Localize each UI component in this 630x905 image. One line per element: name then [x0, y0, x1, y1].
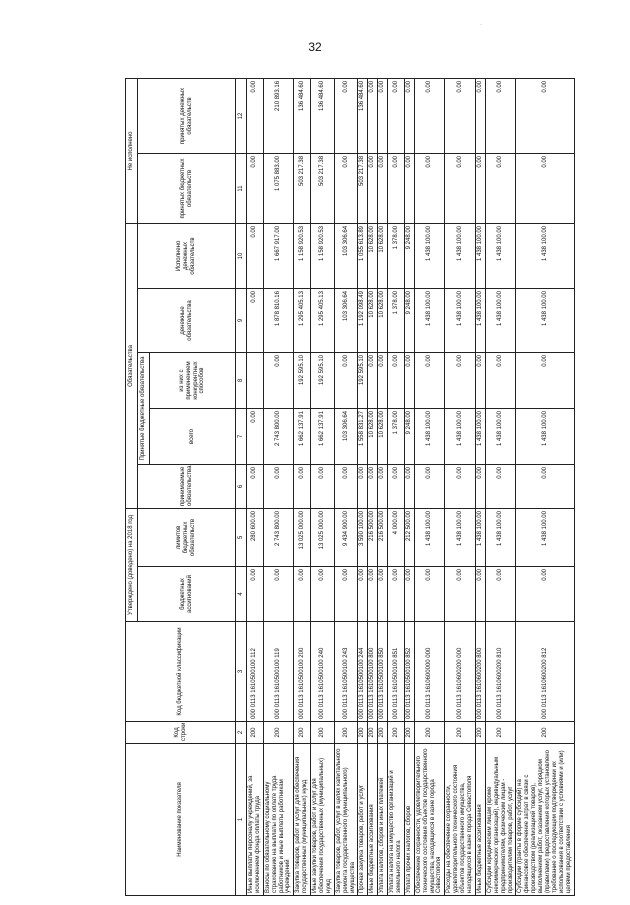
limits-value: 13 025 000.00 — [294, 509, 311, 567]
total-value: 1 662 137.91 — [294, 409, 311, 465]
monetary-value: 1 295 405.13 — [311, 289, 335, 353]
indicator-name: Иные бюджетные ассигнования — [475, 744, 485, 896]
budget-code: 000 0113 1610500100 244 — [358, 622, 368, 722]
total-value: 9 248.00 — [404, 409, 414, 465]
nf-monetary-value: 0.00 — [475, 78, 485, 153]
total-value: 1 662 137.91 — [311, 409, 335, 465]
column-number: 1 — [236, 744, 247, 896]
row-code: 200 — [294, 722, 311, 744]
header-row-code: Код строки — [126, 722, 236, 744]
header-name: Наименование показателя — [126, 744, 236, 896]
total-value: 1 438 100.00 — [475, 409, 485, 465]
monetary-value: 10 628.00 — [368, 289, 378, 353]
limits-value: 1 438 100.00 — [485, 509, 516, 567]
table-rotation-wrapper — [125, 79, 572, 896]
monetary-value: 1 438 100.00 — [516, 289, 574, 353]
accepted-value: 0.00 — [388, 465, 405, 509]
nf-monetary-value: 136 484.60 — [294, 78, 311, 153]
indicator-name: Иные закупки товаров, работ и услуг для обеспечения государственных (муниципальных) нужд — [311, 744, 335, 896]
row-code: 200 — [334, 722, 358, 744]
header-budget-code: Код бюджетной классификации — [126, 622, 236, 722]
nf-monetary-value: 136 484.60 — [358, 78, 368, 153]
total-value: 1 438 100.00 — [414, 409, 445, 465]
limits-value: 9 434 900.00 — [334, 509, 358, 567]
nf-monetary-value: 0.00 — [247, 78, 264, 153]
nf-monetary-value: 0.00 — [388, 78, 405, 153]
allocations-value: 0.00 — [516, 567, 574, 622]
competitive-value: 0.00 — [378, 353, 388, 409]
nf-budget-value: 503 217.38 — [294, 153, 311, 223]
competitive-value: 192 595.10 — [294, 353, 311, 409]
monetary-value: 0.00 — [247, 289, 264, 353]
nf-budget-value: 0.00 — [247, 153, 264, 223]
limits-value: 1 438 100.00 — [414, 509, 445, 567]
monetary-value: 103 306.64 — [334, 289, 358, 353]
column-number: 11 — [236, 153, 247, 223]
indicator-name: Уплата налогов, сборов и иных платежей — [378, 744, 388, 896]
header-row-1 — [126, 78, 138, 895]
monetary-value: 1 438 100.00 — [414, 289, 445, 353]
limits-value: 3 590 100.00 — [358, 509, 368, 567]
table-row — [294, 78, 311, 895]
total-value: 1 378.00 — [388, 409, 405, 465]
budget-code: 000 0113 1610500100 243 — [334, 622, 358, 722]
accepted-value: 0.00 — [311, 465, 335, 509]
accepted-value: 0.00 — [378, 465, 388, 509]
table-row — [388, 78, 405, 895]
budget-execution-table — [125, 78, 575, 896]
table-row — [516, 78, 574, 895]
competitive-value: 0.00 — [445, 353, 476, 409]
row-code: 200 — [414, 722, 445, 744]
table-row — [334, 78, 358, 895]
column-number: 3 — [236, 622, 247, 722]
budget-code: 000 0113 1610500100 852 — [404, 622, 414, 722]
fulfilled-value: 1 158 920.53 — [311, 223, 335, 288]
nf-budget-value: 0.00 — [368, 153, 378, 223]
accepted-value: 0.00 — [334, 465, 358, 509]
allocations-value: 0.00 — [445, 567, 476, 622]
fulfilled-value: 1 055 613.89 — [358, 223, 368, 288]
header-fulfilled: Исполнено денежных обязательств — [138, 223, 236, 288]
allocations-value: 0.00 — [358, 567, 368, 622]
limits-value: 1 438 100.00 — [445, 509, 476, 567]
total-value: 0.00 — [247, 409, 264, 465]
competitive-value: 0.00 — [404, 353, 414, 409]
column-number: 4 — [236, 567, 247, 622]
nf-monetary-value: 0.00 — [368, 78, 378, 153]
monetary-value: 10 628.00 — [378, 289, 388, 353]
limits-value: 1 438 100.00 — [516, 509, 574, 567]
allocations-value: 0.00 — [294, 567, 311, 622]
indicator-name: Закупка товаров, работ и услуг для обеспечения государственных (муниципальных) нужд — [294, 744, 311, 896]
accepted-value: 0.00 — [445, 465, 476, 509]
row-code: 200 — [247, 722, 264, 744]
indicator-name: Иные выплаты персоналу учреждений, за исключением фонда оплаты труда — [247, 744, 264, 896]
fulfilled-value: 1 438 100.00 — [485, 223, 516, 288]
accepted-value: 0.00 — [247, 465, 264, 509]
allocations-value: 0.00 — [404, 567, 414, 622]
column-number: 9 — [236, 289, 247, 353]
competitive-value: 0.00 — [388, 353, 405, 409]
nf-budget-value: 0.00 — [334, 153, 358, 223]
header-competitive: из них с применением конкурентных способов — [150, 353, 236, 409]
fulfilled-value: 1 378.00 — [388, 223, 405, 288]
nf-budget-value: 1 075 883.00 — [263, 153, 294, 223]
header-monetary: денежные обязательства — [138, 289, 236, 353]
header-accepted-budget: Принятые бюджетные обязательства — [138, 353, 150, 465]
budget-code: 000 0113 1610600200 000 — [445, 622, 476, 722]
competitive-value: 0.00 — [334, 353, 358, 409]
monetary-value: 1 878 810.16 — [263, 289, 294, 353]
table-row — [311, 78, 335, 895]
monetary-value: 1 438 100.00 — [475, 289, 485, 353]
limits-value: 1 438 100.00 — [475, 509, 485, 567]
nf-monetary-value: 0.00 — [378, 78, 388, 153]
limits-value: 216 500.00 — [368, 509, 378, 567]
nf-budget-value: 0.00 — [516, 153, 574, 223]
budget-code: 000 0113 1610600200 810 — [485, 622, 516, 722]
fulfilled-value: 1 438 100.00 — [475, 223, 485, 288]
column-number: 6 — [236, 465, 247, 509]
indicator-name: Взносы по обязательному социальному страхованию на выплаты по оплате труда работников и иные выплаты работникам учреждений — [263, 744, 294, 896]
row-code: 200 — [485, 722, 516, 744]
accepted-value: 0.00 — [485, 465, 516, 509]
allocations-value: 0.00 — [388, 567, 405, 622]
fulfilled-value: 0.00 — [247, 223, 264, 288]
monetary-value: 1 438 100.00 — [485, 289, 516, 353]
budget-code: 000 0113 1610500100 851 — [388, 622, 405, 722]
allocations-value: 0.00 — [485, 567, 516, 622]
limits-value: 2 743 800.00 — [263, 509, 294, 567]
total-value: 1 438 100.00 — [445, 409, 476, 465]
budget-code: 000 0113 1610500100 119 — [263, 622, 294, 722]
header-obligations: Обязательства — [126, 223, 138, 508]
column-number: 2 — [236, 722, 247, 744]
allocations-value: 0.00 — [311, 567, 335, 622]
row-code: 200 — [475, 722, 485, 744]
budget-code: 000 0113 1610600200 800 — [475, 622, 485, 722]
fulfilled-value: 1 158 920.53 — [294, 223, 311, 288]
indicator-name: Обеспечение сохранности, удовлетворительного технического состояния объектов государственного имущества, находящихся в казне города Севастополя — [414, 744, 445, 896]
accepted-value: 0.00 — [294, 465, 311, 509]
accepted-value: 0.00 — [414, 465, 445, 509]
accepted-value: 0.00 — [475, 465, 485, 509]
row-code: 200 — [311, 722, 335, 744]
header-budget-allocations: бюджетных ассигнований — [138, 567, 236, 622]
column-number: 12 — [236, 78, 247, 153]
fulfilled-value: 1 438 100.00 — [445, 223, 476, 288]
competitive-value: 0.00 — [368, 353, 378, 409]
header-approved: Утверждено (доведено) на 2018 год — [126, 509, 138, 622]
budget-code: 000 0113 1610500100 200 — [294, 622, 311, 722]
accepted-value: 0.00 — [358, 465, 368, 509]
competitive-value: 0.00 — [263, 353, 294, 409]
page-number: 32 — [308, 40, 322, 54]
fulfilled-value: 10 628.00 — [378, 223, 388, 288]
column-number: 5 — [236, 509, 247, 567]
nf-monetary-value: 210 893.16 — [263, 78, 294, 153]
total-value: 1 558 831.27 — [358, 409, 368, 465]
indicator-name: Субсидии юридическим лицам (кроме некоммерческих организаций), индивидуальным предпринимателям, физическим лицам - производителям товаров, работ, услуг — [485, 744, 516, 896]
row-code: 200 — [358, 722, 368, 744]
allocations-value: 0.00 — [368, 567, 378, 622]
accepted-value: 0.00 — [404, 465, 414, 509]
table-row — [404, 78, 414, 895]
total-value: 2 743 800.00 — [263, 409, 294, 465]
budget-code: 000 0113 1610500100 112 — [247, 622, 264, 722]
budget-code: 000 0113 1610500100 240 — [311, 622, 335, 722]
indicator-name: Прочая закупка товаров, работ и услуг — [358, 744, 368, 896]
nf-budget-value: 0.00 — [414, 153, 445, 223]
limits-value: 13 025 000.00 — [311, 509, 335, 567]
column-number-row — [236, 78, 247, 895]
monetary-value: 1 378.00 — [388, 289, 405, 353]
column-number: 10 — [236, 223, 247, 288]
table-row — [378, 78, 388, 895]
limits-value: 4 000.00 — [388, 509, 405, 567]
nf-monetary-value: 0.00 — [516, 78, 574, 153]
competitive-value: 0.00 — [485, 353, 516, 409]
fulfilled-value: 9 248.00 — [404, 223, 414, 288]
table-row — [368, 78, 378, 895]
indicator-name: Расходы на обеспечение сохранности, удовлетворительного технического состояния объектов государственного имущества, находящихся в казне города Севастополя — [445, 744, 476, 896]
fulfilled-value: 10 628.00 — [368, 223, 378, 288]
total-value: 1 438 100.00 — [516, 409, 574, 465]
table-body — [247, 78, 575, 895]
nf-budget-value: 503 217.38 — [311, 153, 335, 223]
column-number: 8 — [236, 353, 247, 409]
nf-budget-value: 0.00 — [388, 153, 405, 223]
competitive-value: 192 595.10 — [358, 353, 368, 409]
monetary-value: 1 295 405.13 — [294, 289, 311, 353]
total-value: 103 306.64 — [334, 409, 358, 465]
nf-budget-value: 0.00 — [475, 153, 485, 223]
monetary-value: 9 248.00 — [404, 289, 414, 353]
fulfilled-value: 1 438 100.00 — [516, 223, 574, 288]
total-value: 10 628.00 — [378, 409, 388, 465]
row-code: 200 — [388, 722, 405, 744]
indicator-name: Закупка товаров, работ, услуг в целях капитального ремонта государственного (муниципального) имущества — [334, 744, 358, 896]
row-code: 200 — [368, 722, 378, 744]
nf-budget-value: 0.00 — [445, 153, 476, 223]
nf-budget-value: 503 217.38 — [358, 153, 368, 223]
accepted-value: 0.00 — [516, 465, 574, 509]
indicator-name: Иные бюджетные ассигнования — [368, 744, 378, 896]
column-number: 7 — [236, 409, 247, 465]
nf-monetary-value: 136 484.60 — [311, 78, 335, 153]
nf-monetary-value: 0.00 — [334, 78, 358, 153]
allocations-value: 0.00 — [263, 567, 294, 622]
table-row — [475, 78, 485, 895]
nf-budget-value: 0.00 — [378, 153, 388, 223]
competitive-value — [247, 353, 264, 409]
nf-monetary-value: 0.00 — [414, 78, 445, 153]
limits-value: 216 500.00 — [378, 509, 388, 567]
monetary-value: 1 192 098.49 — [358, 289, 368, 353]
header-limits: лимитов бюджетных обязательств — [138, 509, 236, 567]
row-code: 200 — [404, 722, 414, 744]
indicator-name: Уплата налога на имущество организаций и земельного налога — [388, 744, 405, 896]
total-value: 1 438 100.00 — [485, 409, 516, 465]
allocations-value: 0.00 — [247, 567, 264, 622]
table-row — [358, 78, 368, 895]
table-row — [414, 78, 445, 895]
table-row — [263, 78, 294, 895]
budget-code: 000 0113 1610600200 812 — [516, 622, 574, 722]
nf-budget-value: 0.00 — [404, 153, 414, 223]
allocations-value: 0.00 — [475, 567, 485, 622]
header-nf-budget: принятых бюджетных обязательств — [138, 153, 236, 223]
row-code: 200 — [445, 722, 476, 744]
row-code: 200 — [378, 722, 388, 744]
fulfilled-value: 103 306.64 — [334, 223, 358, 288]
row-code: 200 — [263, 722, 294, 744]
budget-code: 000 0113 1610500100 800 — [368, 622, 378, 722]
competitive-value: 192 595.10 — [311, 353, 335, 409]
accepted-value: 0.00 — [368, 465, 378, 509]
allocations-value: 0.00 — [334, 567, 358, 622]
fulfilled-value: 1 438 100.00 — [414, 223, 445, 288]
allocations-value: 0.00 — [378, 567, 388, 622]
nf-monetary-value: 0.00 — [445, 78, 476, 153]
scan-speck: · — [480, 22, 482, 28]
limits-value: 212 500.00 — [404, 509, 414, 567]
competitive-value: 0.00 — [516, 353, 574, 409]
limits-value: 280 600.00 — [247, 509, 264, 567]
indicator-name: Уплата прочих налогов, сборов — [404, 744, 414, 896]
budget-code: 000 0113 1610600000 000 — [414, 622, 445, 722]
rotated-table-sheet — [125, 79, 572, 896]
nf-budget-value: 0.00 — [485, 153, 516, 223]
fulfilled-value: 1 667 917.00 — [263, 223, 294, 288]
header-nf-monetary: принятых денежных обязательств — [138, 78, 236, 153]
table-row — [247, 78, 264, 895]
budget-code: 000 0113 1610500100 850 — [378, 622, 388, 722]
accepted-value: 0.00 — [263, 465, 294, 509]
nf-monetary-value: 0.00 — [485, 78, 516, 153]
allocations-value: 0.00 — [414, 567, 445, 622]
row-code: 200 — [516, 722, 574, 744]
monetary-value: 1 438 100.00 — [445, 289, 476, 353]
nf-monetary-value: 0.00 — [404, 78, 414, 153]
table-row — [485, 78, 516, 895]
header-total: всего — [150, 409, 236, 465]
table-row — [445, 78, 476, 895]
header-accepted: принимаемые обязательства — [138, 465, 236, 509]
total-value: 10 628.00 — [368, 409, 378, 465]
indicator-name: Субсидии (гранты в форме субсидий) на финансовое обеспечение затрат в связи с производством (реализацией товаров), выполнением работ, оказанием услуг, порядком (правилами) предоставления которых установлено требование о последующем подтверждении их использования в соответствии с условиями и (или) целями предоставления — [516, 744, 574, 896]
competitive-value: 0.00 — [414, 353, 445, 409]
header-not-fulfilled: Не исполнено — [126, 78, 138, 223]
competitive-value: 0.00 — [475, 353, 485, 409]
